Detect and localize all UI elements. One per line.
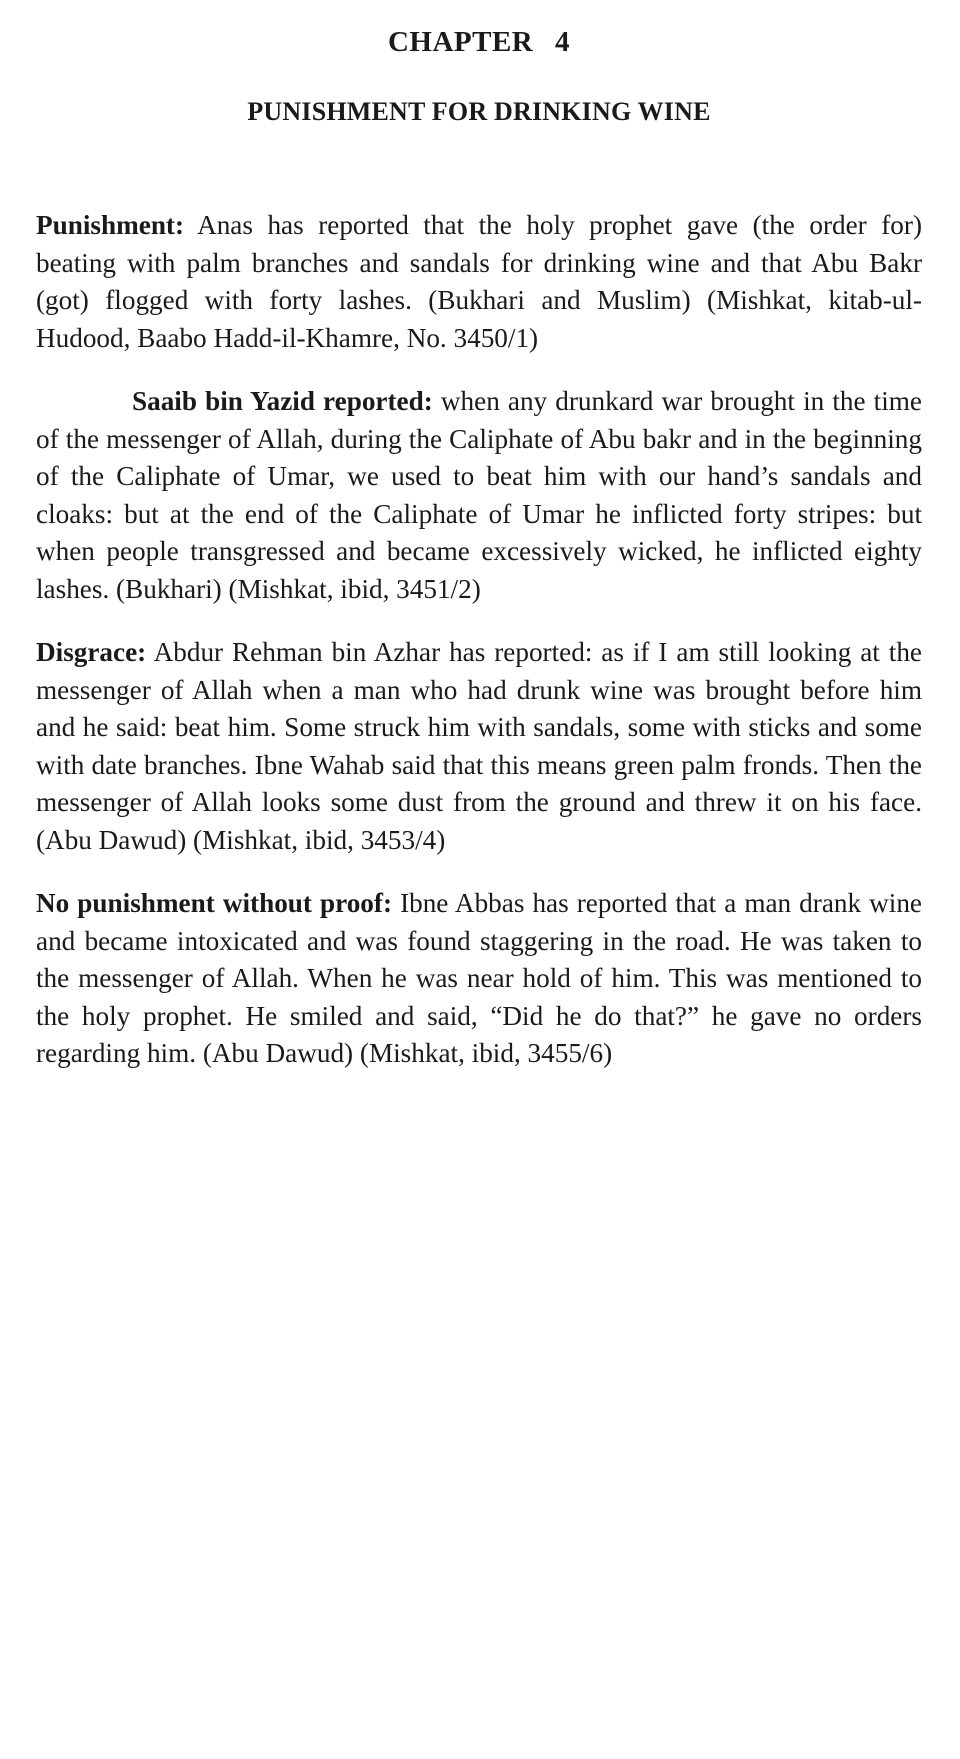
- chapter-title: PUNISHMENT FOR DRINKING WINE: [247, 97, 711, 126]
- section-punishment: [36, 207, 922, 357]
- chapter-number: CHAPTER 4: [387, 26, 571, 58]
- section-disgrace: [36, 634, 922, 859]
- document-page: [36, 0, 922, 1073]
- section-body: Anas has reported that the holy prophet gave (the order for) beating with palm branches and sandals for drinking wine and that Abu Bakr (got) flogged with forty lashes. (Bukhari and Muslim) (Mishkat, kitab-ul-Hudood, Baabo Hadd-il-Khamre, No. 3450/1): [36, 210, 922, 353]
- section-heading: Disgrace:: [36, 637, 147, 667]
- section-heading: No punishment without proof:: [36, 888, 393, 918]
- section-heading: Punishment:: [36, 210, 185, 240]
- section-body: Abdur Rehman bin Azhar has reported: as if I am still looking at the messenger of Allah when a man who had drunk wine was brought before him and he said: beat him. Some struck him with sandals, some with sticks and some with date branches. Ibne Wahab said that this means green palm fronds. Then the messenger of Allah looks some dust from the ground and threw it on his face. (Abu Dawud) (Mishkat, ibid, 3453/4): [36, 637, 922, 855]
- section-heading: Saaib bin Yazid reported:: [132, 386, 433, 416]
- section-saaib-bin-yazid: [36, 383, 922, 608]
- section-body: Ibne Abbas has reported that a man drank wine and became intoxicated and was found staggering in the road. He was taken to the messenger of Allah. When he was near hold of him. This was mentioned to the holy prophet. He smiled and said, “Did he do that?” he gave no orders regarding him. (Abu Dawud) (Mishkat, ibid, 3455/6): [36, 888, 922, 1068]
- section-no-punishment-without-proof: [36, 885, 922, 1073]
- section-body: when any drunkard war brought in the time of the messenger of Allah, during the Caliphate of Abu bakr and in the beginning of the Caliphate of Umar, we used to beat him with our hand’s sandals and cloaks: but at the end of the Caliphate of Umar he inflicted forty stripes: but when people transgressed and became excessively wicked, he inflicted eighty lashes. (Bukhari) (Mishkat, ibid, 3451/2): [36, 386, 922, 604]
